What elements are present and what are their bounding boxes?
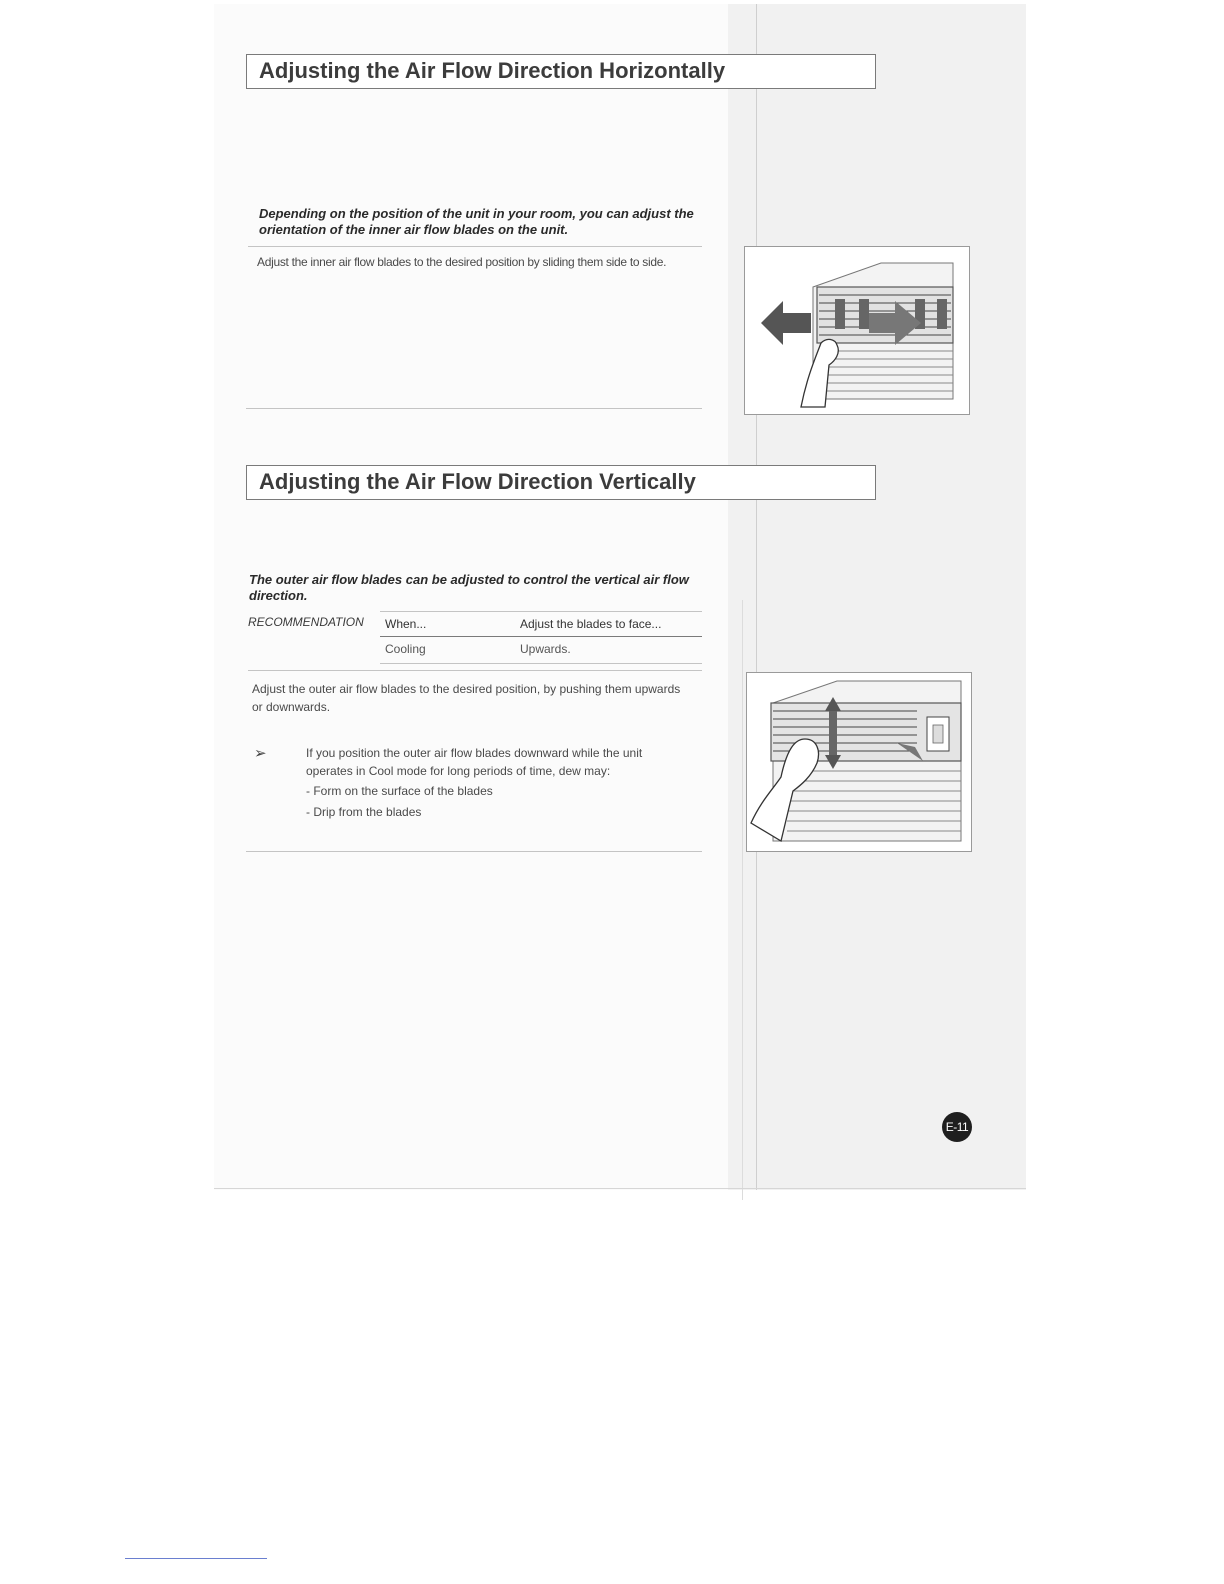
section-title-vertical [246, 465, 876, 500]
cell-direction: Upwards. [520, 642, 571, 656]
table-header-row [380, 611, 702, 637]
divider [246, 851, 702, 852]
intro-horizontal: Depending on the position of the unit in your room, you can adjust the orientation of the inner air flow blades on the unit. [259, 206, 694, 237]
page-side-band [728, 4, 1026, 1190]
section-title-horizontal [246, 54, 876, 89]
note-item: - Drip from the blades [306, 805, 422, 819]
note-text: If you position the outer air flow blades downward while the unit operates in Cool mode for long periods of time, dew may: [306, 746, 643, 778]
side-divider [756, 4, 757, 1190]
side-divider-secondary [742, 600, 743, 1200]
figure-vertical-blades [746, 672, 972, 852]
instruction-horizontal: Adjust the inner air flow blades to the desired position by sliding them side to side. [257, 255, 667, 269]
page-number-badge: E-11 [942, 1112, 972, 1142]
section-heading: Adjusting the Air Flow Direction Horizontally [259, 58, 726, 83]
figure-horizontal-blades [744, 246, 970, 415]
intro-vertical: The outer air flow blades can be adjusted to control the vertical air flow direction. [249, 572, 689, 603]
recommendation-table [380, 611, 702, 664]
divider [248, 670, 702, 671]
section-heading: Adjusting the Air Flow Direction Vertically [259, 469, 696, 494]
table-row [380, 637, 702, 664]
recommendation-label: RECOMMENDATION [248, 615, 364, 629]
header-when: When... [385, 617, 427, 631]
divider [248, 246, 702, 247]
instruction-vertical: Adjust the outer air flow blades to the desired position, by pushing them upwards or downwards. [252, 682, 681, 714]
cell-mode: Cooling [385, 642, 426, 656]
header-adjust: Adjust the blades to face... [520, 617, 662, 631]
page-bottom-edge [214, 1188, 1026, 1189]
divider [246, 408, 702, 409]
note-arrow-icon: ➢ [254, 745, 267, 762]
footer-rule [125, 1558, 267, 1559]
note-item: - Form on the surface of the blades [306, 784, 493, 798]
